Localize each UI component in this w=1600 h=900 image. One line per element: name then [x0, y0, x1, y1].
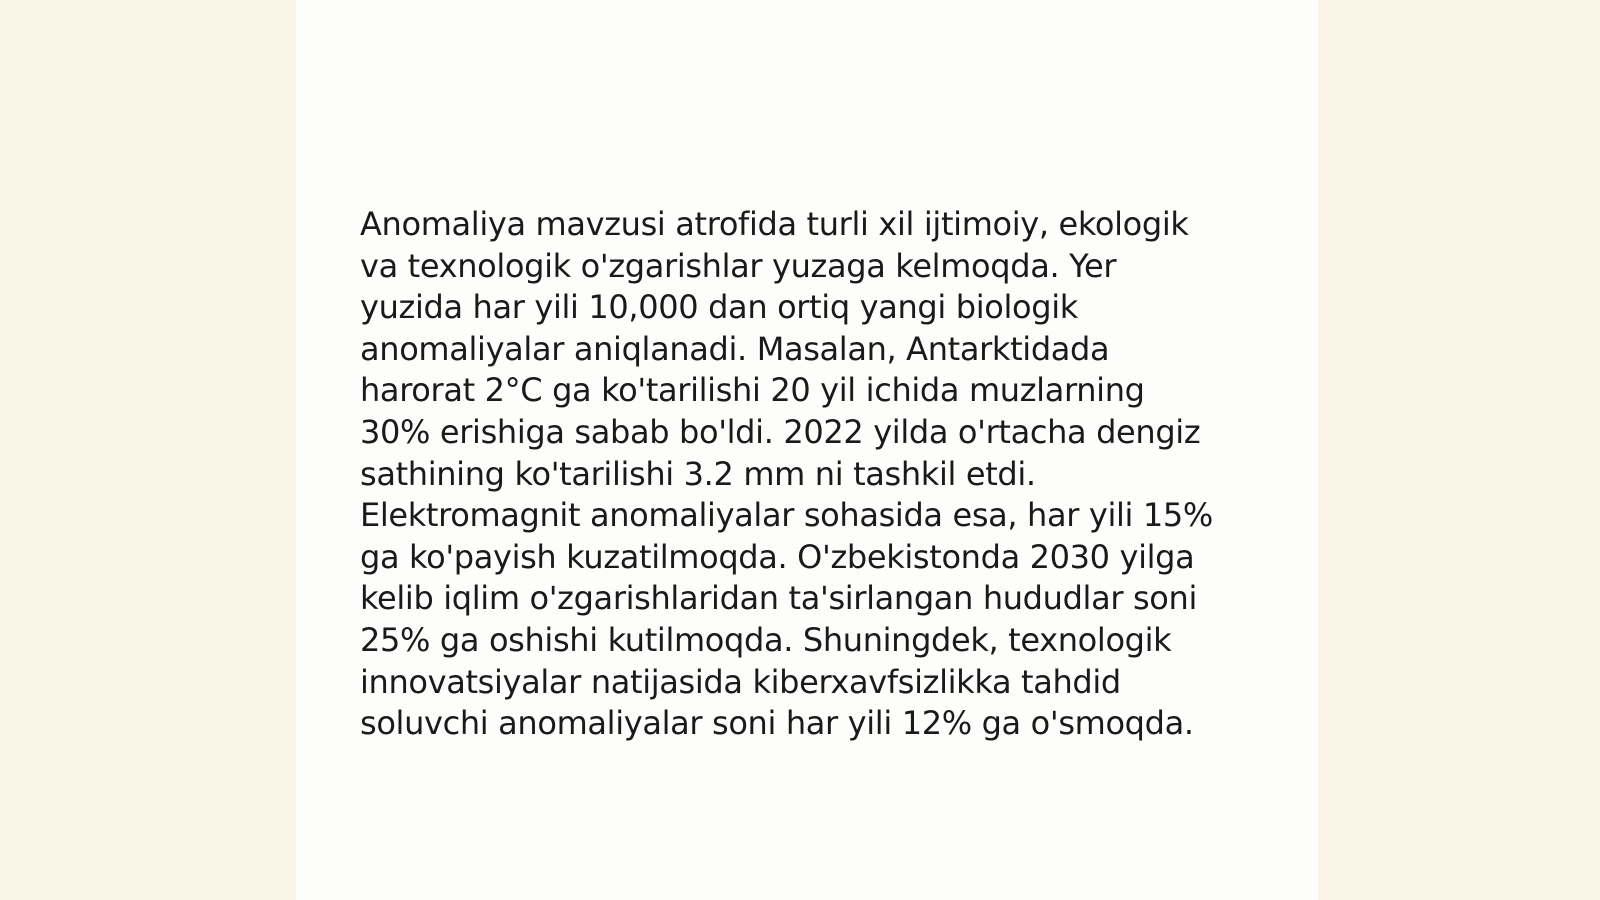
left-margin-background [0, 0, 296, 900]
paragraph-line: 25% ga oshishi kutilmoqda. Shuningdek, texnologik [360, 620, 1172, 659]
paragraph-line: va texnologik o'zgarishlar yuzaga kelmoqda. Yer [360, 246, 1117, 285]
paragraph-line: yuzida har yili 10,000 dan ortiq yangi biologik [360, 288, 1078, 327]
paragraph-line: innovatsiyalar natijasida kiberxavfsizlikka tahdid [360, 662, 1121, 701]
paragraph-line: soluvchi anomaliyalar soni har yili 12% ga o'smoqda. [360, 704, 1194, 743]
paragraph-line: kelib iqlim o'zgarishlaridan ta'sirlangan hududlar soni [360, 579, 1197, 618]
paragraph-line: harorat 2°C ga ko'tarilishi 20 yil ichida muzlarning [360, 371, 1145, 410]
paragraph-line: anomaliyalar aniqlanadi. Masalan, Antarktidada [360, 329, 1110, 368]
body-paragraph [360, 204, 1240, 745]
paragraph-line: sathining ko'tarilishi 3.2 mm ni tashkil etdi. [360, 454, 1036, 493]
paragraph-line: ga ko'payish kuzatilmoqda. O'zbekistonda 2030 yilga [360, 537, 1195, 576]
right-margin-background [1318, 0, 1600, 900]
paragraph-line: Elektromagnit anomaliyalar sohasida esa, har yili 15% [360, 496, 1213, 535]
paragraph-line: 30% erishiga sabab bo'ldi. 2022 yilda o'rtacha dengiz [360, 412, 1201, 451]
paragraph-line: Anomaliya mavzusi atrofida turli xil ijtimoiy, ekologik [360, 205, 1189, 243]
document-page [296, 0, 1318, 900]
